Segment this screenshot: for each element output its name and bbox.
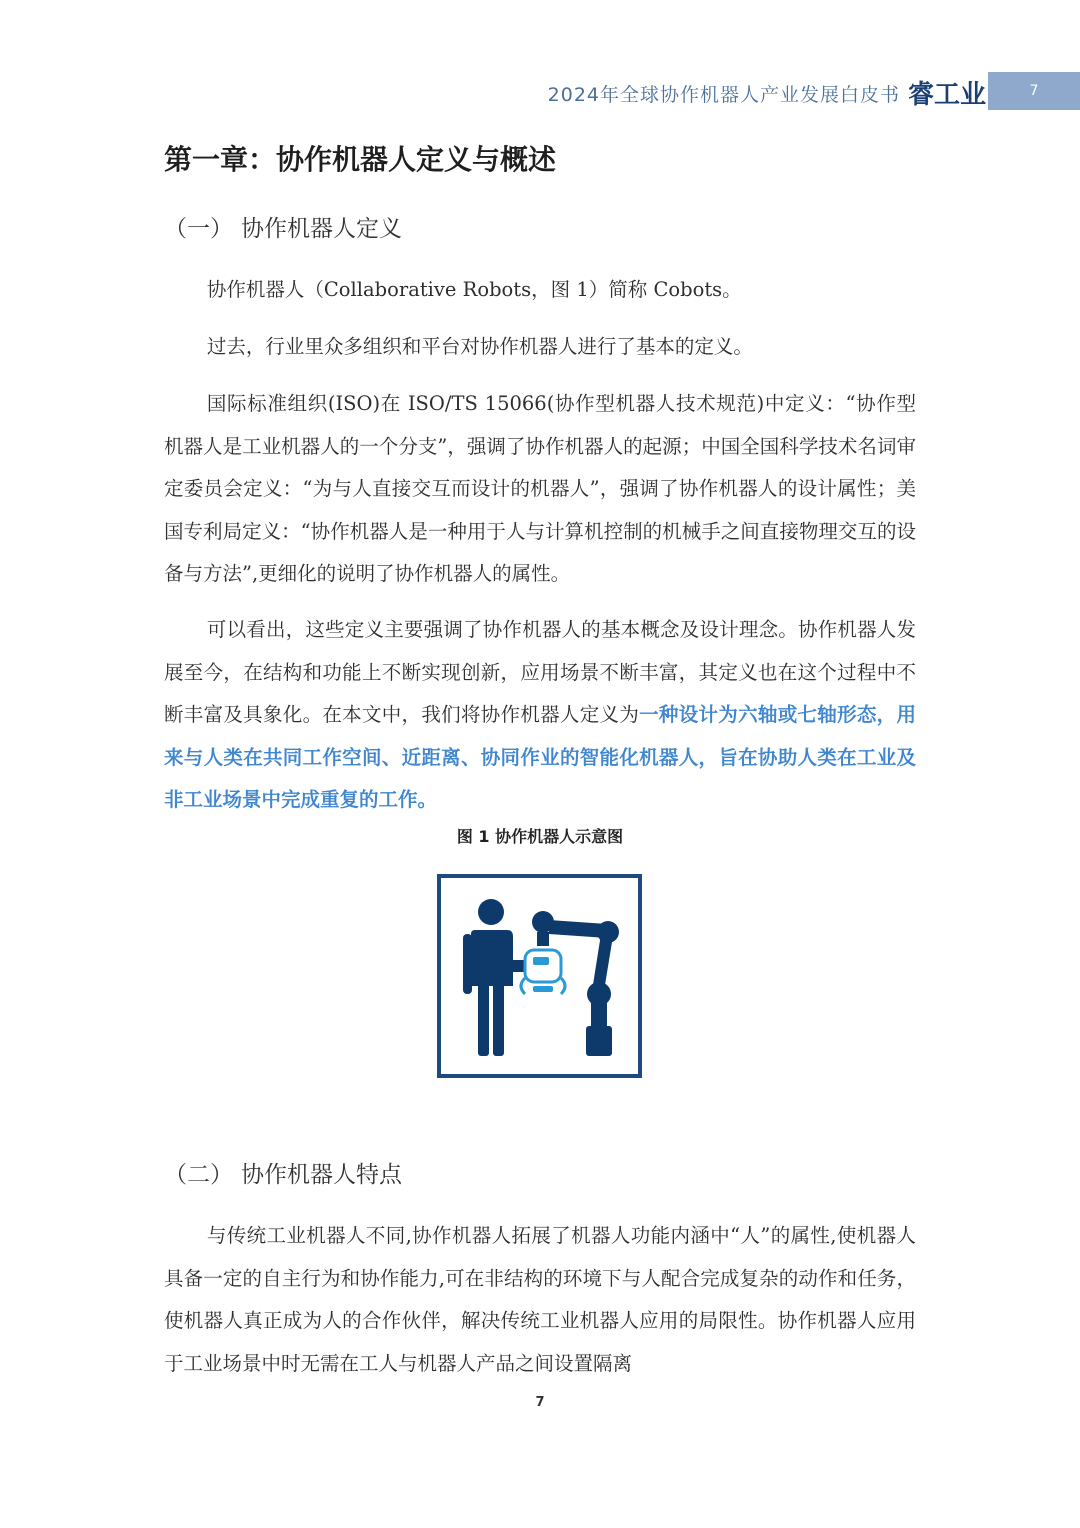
header-brand-logo: 睿工业 — [908, 80, 987, 110]
header-page-number: 7 — [988, 72, 1080, 110]
figure-cobot-illustration — [437, 874, 642, 1078]
paragraph-features: 与传统工业机器人不同,协作机器人拓展了机器人功能内涵中“人”的属性,使机器人具备一定的自主行为和协作能力,可在非结构的环境下与人配合完成复杂的动作和任务，使机器人真正成为人的合作伙伴，解决传统工业机器人应用的局限性。协作机器人应用于工业场景中时无需在工人与机器人产品之间设置隔离 — [164, 1224, 916, 1375]
page-number: 7 — [535, 1395, 545, 1410]
section-number: （二） — [164, 1162, 233, 1188]
section-number: （一） — [164, 216, 233, 242]
section-title: 协作机器人定义 — [241, 216, 402, 242]
section-heading-definition — [164, 210, 402, 243]
person-and-robot-arm-icon — [441, 878, 638, 1074]
chapter-title: 第一章：协作机器人定义与概述 — [164, 143, 557, 176]
paragraph-cobot-name: 协作机器人（Collaborative Robots，图 1）简称 Cobots。 — [206, 278, 742, 301]
paragraph-our-definition — [164, 609, 916, 822]
paragraph-standard-definitions: 国际标准组织(ISO)在 ISO/TS 15066(协作型机器人技术规范)中定义：“协作型机器人是工业机器人的一个分支”，强调了协作机器人的起源；中国全国科学技术名词审定委员会定义：“为与人直接交互而设计的机器人”，强调了协作机器人的设计属性；美国专利局定义：“协作机器人是一种用于人与计算机控制的机械手之间直接物理交互的设备与方法”,更细化的说明了协作机器人的属性。 — [164, 392, 916, 585]
section-heading-features — [164, 1156, 402, 1189]
definition-highlight: 一种设计为六轴或七轴形态，用来与人类在共同工作空间、近距离、协同作业的智能化机器人，旨在协助人类在工业及非工业场景中完成重复的工作。 — [164, 703, 916, 811]
paragraph-definitions-intro: 过去，行业里众多组织和平台对协作机器人进行了基本的定义。 — [206, 335, 753, 358]
page-header — [0, 72, 1080, 110]
definition-lead-text: 可以看出，这些定义主要强调了协作机器人的基本概念及设计理念。协作机器人发展至今，在结构和功能上不断实现创新，应用场景不断丰富，其定义也在这个过程中不断丰富及具象化。在本文中，我们将协作机器人定义为 — [164, 618, 916, 726]
figure-caption: 图 1 协作机器人示意图 — [456, 827, 624, 846]
header-title: 2024年全球协作机器人产业发展白皮书 — [547, 84, 900, 106]
section-title: 协作机器人特点 — [241, 1162, 402, 1188]
